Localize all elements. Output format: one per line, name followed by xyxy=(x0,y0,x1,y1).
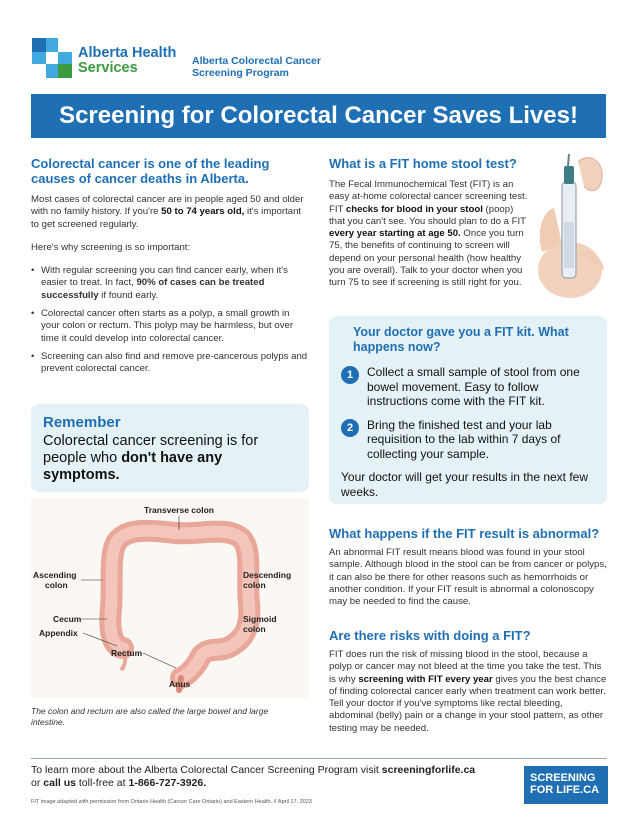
step-text: Collect a small sample of stool from one bowel movement. Easy to follow instructions come with the FIT kit. xyxy=(367,365,580,408)
kit-step-1 xyxy=(341,365,595,409)
risks-heading: Are there risks with doing a FIT? xyxy=(329,628,531,643)
abnormal-paragraph: An abnormal FIT result means blood was found in your stool sample. Although blood in the stool can be from cancer or polyps, it can also be there for other reasons such as hemorrhoids or another condition. If your FIT result is abnormal a colonoscopy may be needed to find the cause. xyxy=(329,547,607,608)
risks-section xyxy=(329,628,607,735)
list-item: • With regular screening you can find cancer early, when it's easier to treat. In fact, 90% of cases can be treated successfully if found early. xyxy=(31,265,309,302)
left-intro xyxy=(31,156,309,382)
colon-diagram xyxy=(31,498,309,698)
remember-title: Remember xyxy=(43,414,121,431)
fit-test-tube-illustration xyxy=(528,152,608,302)
screening-for-life-logo: SCREENING FOR LIFE.CA xyxy=(524,766,608,804)
footer-divider xyxy=(31,758,607,759)
diagram-caption: The colon and rectum are also called the large bowel and large intestine. xyxy=(31,706,269,727)
abnormal-section xyxy=(329,526,607,608)
intro-paragraph: Most cases of colorectal cancer are in people aged 50 and older with no family history. If you're 50 to 74 years old, it's important to get screened regularly. xyxy=(31,194,304,230)
label-sigmoid-colon: Sigmoid xyxy=(243,614,277,624)
label-sigmoid-colon-2: colon xyxy=(243,624,266,634)
why-screening-lead: Here's why screening is so important: xyxy=(31,241,191,253)
intro-heading: Colorectal cancer is one of the leading causes of cancer deaths in Alberta. xyxy=(31,156,270,186)
fit-section xyxy=(329,156,529,290)
step-text: Bring the finished test and your lab requisition to the lab within 7 days of collecting your sample. xyxy=(367,417,561,461)
label-ascending-colon: Ascending xyxy=(33,570,77,580)
remember-body: Colorectal cancer screening is for people who don't have any symptoms. xyxy=(43,433,259,483)
program-name: Alberta Colorectal Cancer Screening Program xyxy=(192,55,321,79)
fit-heading: What is a FIT home stool test? xyxy=(329,156,517,171)
label-descending-colon-2: colon xyxy=(243,580,266,590)
fine-print: FIT image adapted with permission from Ontario Health (Cancer Care Ontario) and Eastern Health. // April 17, 2023 xyxy=(31,799,312,805)
kit-title: Your doctor gave you a FIT kit. What happens now? xyxy=(353,325,569,354)
risks-paragraph: FIT does run the risk of missing blood in the stool, because a polyp or cancer may not bleed at the time you take the test. This is why screening with FIT every year gives you the best chance of finding colorectal cancer early when treatment can work better. Tell your doctor if you've symptoms like rectal bleeding, abdominal (belly) pain or a change in your stool pattern, as other testing may be needed. xyxy=(329,649,607,734)
list-item: • Colorectal cancer often starts as a polyp, a small growth in your colon or rectum. This polyp may be harmless, but over time it could develop into colorectal cancer. xyxy=(31,308,309,345)
kit-closing: Your doctor will get your results in the next few weeks. xyxy=(341,470,589,499)
step-number-badge: 1 xyxy=(341,366,359,384)
phone-number[interactable]: 1-866-727-3926. xyxy=(128,777,207,789)
kit-step-2 xyxy=(341,418,595,462)
abnormal-heading: What happens if the FIT result is abnormal? xyxy=(329,526,600,541)
step-number-badge: 2 xyxy=(341,419,359,437)
label-descending-colon: Descending xyxy=(243,570,292,580)
fit-paragraph: The Fecal Immunochemical Test (FIT) is an easy at-home colorectal cancer screening test. FIT checks for blood in your stool (poop) that you can't see. You should plan to do a FIT every year starting at age 50. Once you turn 75, the benefits of continuing to screen will depend on your personal health (how healthy you are overall). Talk to your doctor when you turn 75 to see if screening is still right for you. xyxy=(329,179,528,289)
footer-contact: To learn more about the Alberta Colorectal Cancer Screening Program visit screeningforlife.ca or call us toll-free at 1-866-727-3926. xyxy=(31,764,476,789)
label-ascending-colon-2: colon xyxy=(45,580,68,590)
organization-name: Alberta Health Services xyxy=(78,45,177,76)
remember-callout xyxy=(31,404,309,492)
label-anus: Anus xyxy=(169,679,191,689)
label-rectum: Rectum xyxy=(111,648,143,658)
label-appendix: Appendix xyxy=(39,628,78,638)
list-item: • Screening can also find and remove pre-cancerous polyps and prevent colorectal cancer. xyxy=(31,351,309,376)
website-link[interactable]: screeningforlife.ca xyxy=(381,764,476,776)
alberta-health-services-logo-icon xyxy=(32,38,72,78)
label-transverse-colon: Transverse colon xyxy=(144,505,214,515)
label-cecum: Cecum xyxy=(53,614,82,624)
reasons-list xyxy=(31,265,309,375)
page-title-banner: Screening for Colorectal Cancer Saves Lives! xyxy=(31,94,606,138)
fit-kit-steps-callout xyxy=(329,316,607,504)
